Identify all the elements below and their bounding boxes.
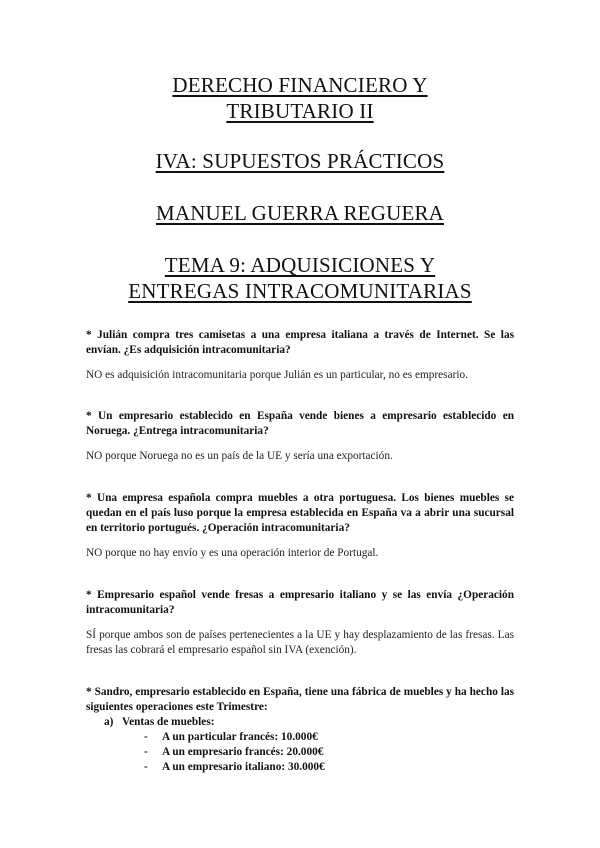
course-title-line-1: DERECHO FINANCIERO Y [172,73,428,97]
topic-title-line-1: TEMA 9: ADQUISICIONES Y [164,253,436,277]
case-question: * Una empresa española compra muebles a otra portuguesa. Los bienes muebles se quedan en el país luso porque la empresa establecida en España va a abrir una sucursal en territorio portugués. ¿Operación intracomunitaria? [86,492,514,534]
title-block [86,0,514,304]
dash-marker: - [144,731,148,743]
case-answer: NO porque no hay envío y es una operación interior de Portugal. [86,547,379,559]
case-question: * Sandro, empresario establecido en España, tiene una fábrica de muebles y ha hecho las siguientes operaciones este Trimestre: [86,686,514,713]
dash-marker: - [144,746,148,758]
course-title-line-2: TRIBUTARIO II [226,99,374,123]
author-name: MANUEL GUERRA REGUERA [155,201,445,225]
subject-title: IVA: SUPUESTOS PRÁCTICOS [155,149,445,173]
case-4 [86,588,514,658]
case-answer: SÍ porque ambos son de países pertenecientes a la UE y hay desplazamiento de las fresas. Las fresas las cobrará el empresario español sin IVA (exención). [86,629,514,656]
section-marker: a) [104,716,114,728]
sales-list [104,730,514,775]
sales-section [104,715,514,775]
case-2 [86,409,514,464]
case-question: * Julián compra tres camisetas a una empresa italiana a través de Internet. Se las envían. ¿Es adquisición intracomunitaria? [86,329,514,356]
case-5 [86,685,514,775]
sale-item-text: A un particular francés: 10.000€ [162,731,318,743]
dash-marker: - [144,761,148,773]
case-answer: NO porque Noruega no es un país de la UE y sería una exportación. [86,450,393,462]
sale-item-text: A un empresario italiano: 30.000€ [162,761,325,773]
sale-item-text: A un empresario francés: 20.000€ [162,746,324,758]
case-question: * Un empresario establecido en España vende bienes a empresario establecido en Noruega. ¿Entrega intracomunitaria? [86,410,514,437]
list-item [144,745,514,760]
section-label: Ventas de muebles: [122,716,215,728]
topic-title-line-2: ENTREGAS INTRACOMUNITARIAS [128,279,472,303]
case-question: * Empresario español vende fresas a empresario italiano y se las envía ¿Operación intracomunitaria? [86,589,514,616]
list-item [144,730,514,745]
list-item [144,760,514,775]
case-answer: NO es adquisición intracomunitaria porque Julián es un particular, no es empresario. [86,369,468,381]
case-3 [86,491,514,561]
case-1 [86,328,514,383]
